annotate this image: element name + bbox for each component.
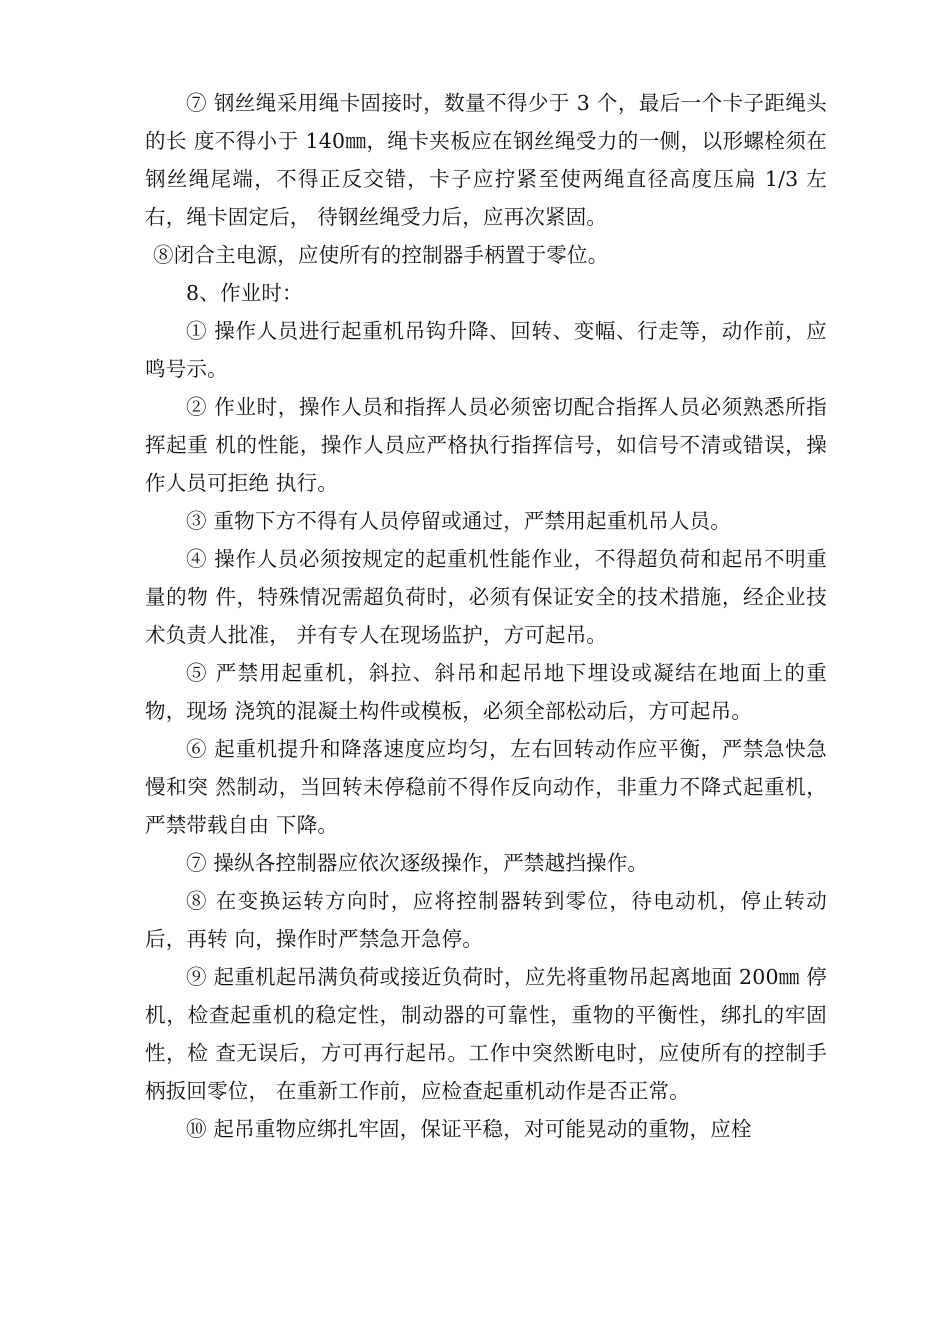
paragraph-full-load-test: ⑨ 起重机起吊满负荷或接近负荷时，应先将重物吊起离地面 200㎜ 停机，检查起重机的稳定性，制动器的可靠性，重物的平衡性，绑扎的牢固性，检 查无误后，方可再行起吊。工作中突然断电时，应使所有的控制手柄扳回零位， 在重新工作前，应检查起重机动作是否正常。	[145, 965, 827, 1103]
paragraph-no-personnel-under-load: ③ 重物下方不得有人员停留或通过，严禁用起重机吊人员。	[186, 509, 731, 533]
paragraph-operator-commander-cooperation: ② 作业时，操作人员和指挥人员必须密切配合指挥人员必须熟悉所指挥起重 机的性能，操作人员应严格执行指挥信号，如信号不清或错误，操作人员可拒绝 执行。	[145, 395, 827, 495]
paragraph-smooth-speed: ⑥ 起重机提升和降落速度应均匀，左右回转动作应平衡，严禁急快急慢和突 然制动，当回转未停稳前不得作反向动作，非重力不降式起重机，严禁带载自由 下降。	[145, 737, 827, 837]
paragraph-step-by-step-control: ⑦ 操纵各控制器应依次逐级操作，严禁越挡操作。	[186, 851, 649, 875]
paragraph-secure-binding: ⑩ 起吊重物应绑扎牢固，保证平稳，对可能晃动的重物，应栓	[186, 1117, 752, 1141]
paragraph-no-oblique-lifting: ⑤ 严禁用起重机，斜拉、斜吊和起吊地下埋设或凝结在地面上的重物，现场 浇筑的混凝土构件或模板，必须全部松动后，方可起吊。	[145, 661, 827, 723]
paragraph-no-overload: ④ 操作人员必须按规定的起重机性能作业，不得超负荷和起吊不明重量的物 件，特殊情况需超负荷时，必须有保证安全的技术措施，经企业技术负责人批准， 并有专人在现场监护，方可起吊。	[145, 547, 827, 647]
paragraph-direction-change: ⑧ 在变换运转方向时，应将控制器转到零位，待电动机，停止转动后，再转 向，操作时严禁急开急停。	[145, 889, 827, 951]
paragraph-wire-rope-clamp: ⑦ 钢丝绳采用绳卡固接时，数量不得少于 3 个，最后一个卡子距绳头的长 度不得小于 140㎜，绳卡夹板应在钢丝绳受力的一侧，以形螺栓须在钢丝绳尾端，不得正反交错，卡子应拧紧至使两绳直径高度压扁 1/3 左右，绳卡固定后， 待钢丝绳受力后，应再次紧固。	[145, 91, 827, 229]
paragraph-signal-before-action: ① 操作人员进行起重机吊钩升降、回转、变幅、行走等，动作前，应鸣号示。	[145, 319, 827, 381]
section-heading-during-operation: 8、作业时：	[186, 281, 303, 305]
document-body	[145, 84, 827, 1148]
paragraph-main-power: ⑧闭合主电源，应使所有的控制器手柄置于零位。	[153, 243, 609, 267]
